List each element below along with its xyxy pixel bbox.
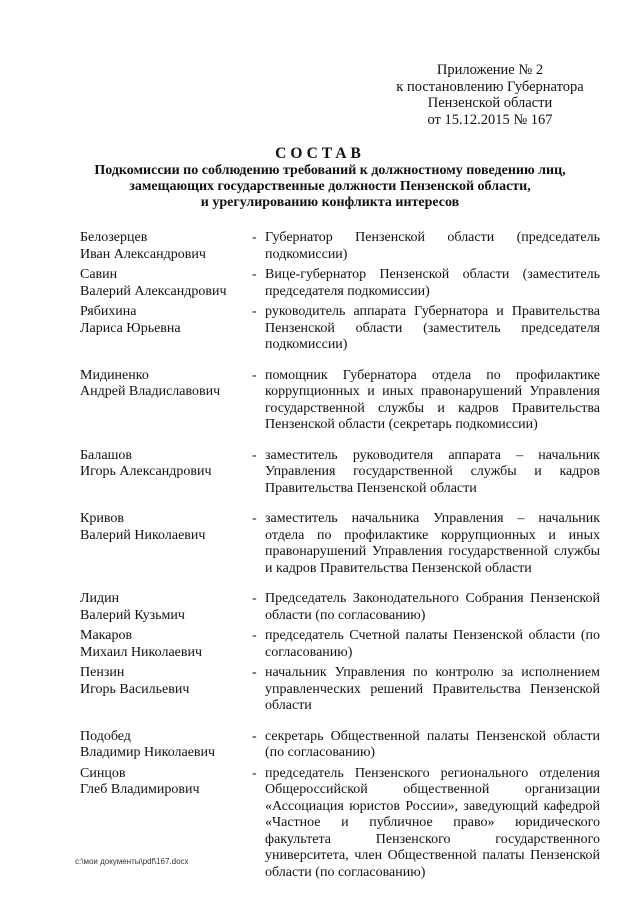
member-given-name: Валерий Александрович xyxy=(80,283,227,299)
member-given-name: Владимир Николаевич xyxy=(80,745,216,760)
appendix-region: Пензенской области xyxy=(427,95,553,111)
member-surname: Савин xyxy=(80,267,118,282)
member-row xyxy=(0,729,640,762)
member-role: руководитель аппарата Губернатора и Правительства Пензенской области (заместитель председателя подкомиссии) xyxy=(265,304,600,352)
member-row xyxy=(0,628,640,661)
member-dash: - xyxy=(252,304,257,319)
member-role: заместитель начальника Управления – начальник отдела по профилактике коррупционных и иных правонарушений Управления государственной службы и кадров Правительства Пензенской области xyxy=(265,511,600,576)
member-role: Председатель Законодательного Собрания Пензенской области (по согласованию) xyxy=(265,591,600,623)
member-role: помощник Губернатора отдела по профилактике коррупционных и иных правонарушений Управления государственной службы и кадров Правительства Пензенской области (секретарь подкомиссии) xyxy=(265,367,600,432)
member-dash: - xyxy=(252,230,257,245)
member-dash: - xyxy=(252,511,257,526)
member-name xyxy=(80,448,250,481)
document-subtitle xyxy=(60,163,600,211)
member-surname: Белозерцев xyxy=(80,230,148,245)
member-surname: Кривов xyxy=(80,511,124,526)
member-name xyxy=(80,511,250,544)
member-surname: Пензин xyxy=(80,665,125,680)
member-row xyxy=(0,304,640,354)
member-dash: - xyxy=(252,447,257,463)
member-given-name: Валерий Николаевич xyxy=(80,527,206,543)
member-surname: Подобед xyxy=(80,728,131,744)
member-role: секретарь Общественной палаты Пензенской области (по согласованию) xyxy=(265,728,600,760)
member-row xyxy=(0,368,640,434)
member-name xyxy=(80,368,250,401)
member-given-name: Глеб Владимирович xyxy=(80,782,200,797)
member-row xyxy=(0,448,640,498)
member-given-name: Игорь Васильевич xyxy=(80,681,190,697)
member-dash: - xyxy=(252,591,257,606)
member-row xyxy=(0,511,640,577)
member-name xyxy=(80,766,250,799)
member-name xyxy=(80,591,250,624)
member-surname: Мидиненко xyxy=(80,367,149,383)
member-name xyxy=(80,628,250,661)
member-dash: - xyxy=(252,367,257,383)
member-role: Губернатор Пензенской области (председатель подкомиссии) xyxy=(265,230,600,262)
member-row xyxy=(0,230,640,263)
member-given-name: Валерий Кузьмич xyxy=(80,607,185,623)
appendix-number: Приложение № 2 xyxy=(436,62,544,78)
member-given-name: Михаил Николаевич xyxy=(80,644,203,660)
member-name xyxy=(80,230,250,263)
member-role: председатель Пензенского регионального отделения Общероссийской общественной организации «Ассоциация юристов России», заведующий кафедрой «Частное и публичное право» юридического факультета Пензенского государственного университета, член Общественной палаты Пензенской области (по согласованию) xyxy=(265,765,600,880)
subtitle-line-3: и урегулированию конфликта интересов xyxy=(200,195,460,210)
member-surname: Балашов xyxy=(80,447,132,463)
member-surname: Макаров xyxy=(80,628,133,643)
subtitle-line-2: замещающих государственные должности Пензенской области, xyxy=(129,179,531,194)
members-list xyxy=(0,230,640,885)
member-role: Вице-губернатор Пензенской области (заместитель председателя подкомиссии) xyxy=(265,267,600,299)
appendix-reference: к постановлению Губернатора xyxy=(396,78,584,95)
member-dash: - xyxy=(252,728,257,744)
member-given-name: Игорь Александрович xyxy=(80,464,212,479)
member-given-name: Андрей Владиславович xyxy=(80,384,221,399)
member-name xyxy=(80,304,250,337)
subtitle-line-1: Подкомиссии по соблюдению требований к должностному поведению лиц, xyxy=(94,163,566,178)
member-role: председатель Счетной палаты Пензенской области (по согласованию) xyxy=(265,628,600,660)
member-dash: - xyxy=(252,665,257,680)
member-given-name: Лариса Юрьевна xyxy=(80,320,181,336)
member-name xyxy=(80,267,250,300)
member-dash: - xyxy=(252,628,257,643)
member-name xyxy=(80,665,250,698)
member-role: заместитель руководителя аппарата – начальник Управления государственной службы и кадров Правительства Пензенской области xyxy=(265,447,600,496)
member-row xyxy=(0,267,640,300)
appendix-date: от 15.12.2015 № 167 xyxy=(427,111,553,128)
member-name xyxy=(80,729,250,762)
member-dash: - xyxy=(252,267,257,282)
member-surname: Рябихина xyxy=(80,304,137,319)
member-row xyxy=(0,591,640,624)
member-surname: Синцов xyxy=(80,765,126,781)
appendix-header xyxy=(380,62,600,128)
member-row xyxy=(0,665,640,715)
member-role: начальник Управления по контролю за исполнением управленческих решений Правительства Пензенской области xyxy=(265,665,600,713)
file-path-footer: c:\мои документы\pdf\167.docx xyxy=(75,857,189,866)
member-dash: - xyxy=(252,765,257,781)
member-surname: Лидин xyxy=(80,591,120,606)
member-given-name: Иван Александрович xyxy=(80,246,206,262)
document-title: СОСТАВ xyxy=(275,145,365,162)
